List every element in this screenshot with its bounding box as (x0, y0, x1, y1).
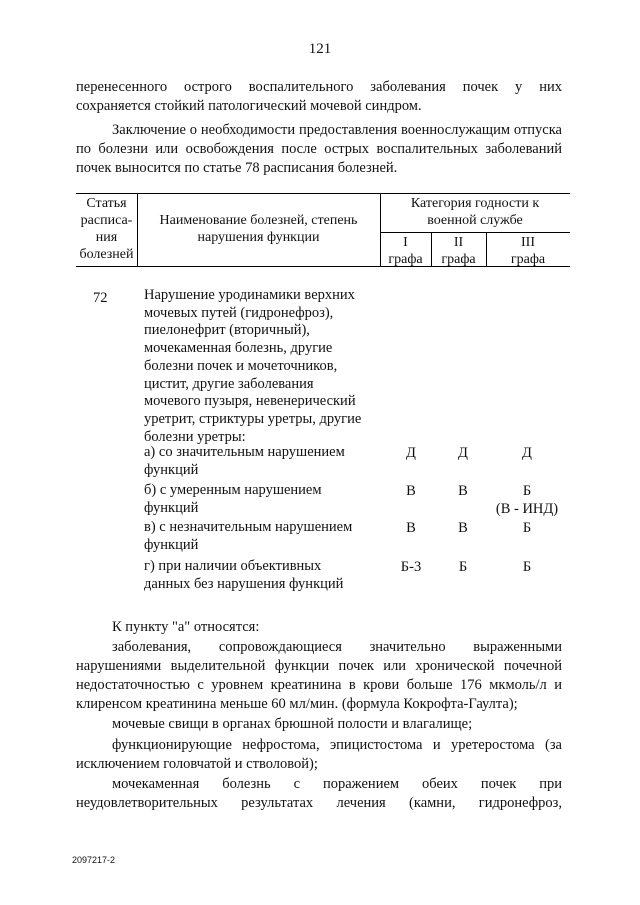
subitem-b-category-2: В (458, 483, 468, 499)
subitem-g-category-1: Б-3 (400, 559, 422, 575)
subitem-a-category-3: Д (522, 445, 532, 461)
footer-document-code: 2097217-2 (72, 855, 116, 865)
notes-paragraph-1: заболевания, сопровождающиеся значительно выраженными нарушениями выделительной функции почек или хронической почечной недостаточностью с уровнем креатинина в крови больше 176 мкмоль/л и клиренсом креатинина меньше 60 мл/мин. (формула Кокрофта-Гаулта); (76, 639, 562, 712)
subitem-b-category-3-extra: (В - ИНД) (495, 501, 559, 517)
subitem-a-category-2: Д (458, 445, 468, 461)
notes-paragraph-4: мочекаменная болезнь с поражением обеих почек при неудовлетворительных результатах лечения (камни, гидронефроз, (76, 776, 562, 811)
notes-paragraph-2: мочевые свищи в органах брюшной полости и влагалище; (112, 716, 473, 732)
notes-heading: К пункту "а" относятся: (112, 619, 260, 635)
intro-paragraph-2: Заключение о необходимости предоставления военнослужащим отпуска по болезни или освобождения после острых воспалительных заболеваний почек выносится по статье 78 расписания болезней. (76, 122, 562, 176)
subitem-g-category-2: Б (458, 559, 468, 575)
header-article: Статья расписа- ния болезней (79, 196, 134, 262)
article-disease-name: Нарушение уродинамики верхних мочевых путей (гидронефроз), пиелонефрит (вторичный), мочекаменная болезнь, другие болезни почек и мочеточников, цистит, другие заболевания мочевого пузыря, невенерический уретрит, стриктуры уретры, другие болезни уретры: (144, 287, 362, 445)
subitem-b-category-1: В (406, 483, 416, 499)
category-table-header (76, 193, 570, 267)
subitem-b-category-3: Б (В - ИНД) (487, 482, 567, 518)
subitem-a-name: а) со значительным нарушением функций (144, 444, 345, 478)
header-graph-1: I графа (388, 235, 423, 267)
notes-paragraph-3: функционирующие нефростома, эпицистостома и уретеростома (за исключением головчатой и стволовой); (76, 737, 562, 772)
intro-paragraph-1-line-1: перенесенного острого воспалительного заболевания почек у них (76, 79, 562, 95)
subitem-g-name: г) при наличии объективных данных без нарушения функций (144, 558, 344, 592)
article-number: 72 (93, 290, 108, 306)
subitem-v-category-2: В (458, 520, 468, 536)
header-category: Категория годности к военной службе (410, 196, 540, 228)
subitem-v-name: в) с незначительным нарушением функций (144, 519, 353, 553)
subitem-v-category-3: Б (522, 520, 532, 536)
subitem-a-category-1: Д (406, 445, 416, 461)
page-number: 121 (308, 41, 332, 57)
intro-paragraph-1-line-2: сохраняется стойкий патологический мочевой синдром. (76, 98, 422, 114)
header-graph-3: III графа (510, 235, 546, 267)
header-graph-2: II графа (441, 235, 476, 267)
header-disease-name: Наименование болезней, степень нарушения функции (159, 213, 358, 245)
subitem-b-name: б) с умеренным нарушением функций (144, 482, 322, 516)
subitem-g-category-3: Б (522, 559, 532, 575)
subitem-v-category-1: В (406, 520, 416, 536)
